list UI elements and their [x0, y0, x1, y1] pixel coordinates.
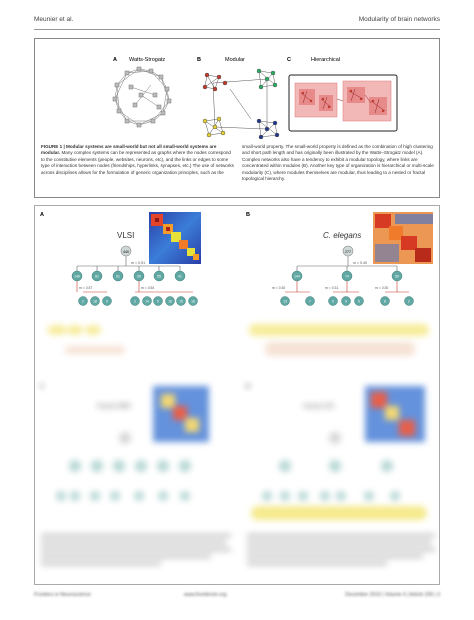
vlsi-matrix [149, 212, 201, 264]
footer-journal: Frontiers in Neuroscience [34, 592, 91, 598]
figure-1-caption-left [41, 144, 236, 176]
vlsi-l1-node: 41 [178, 274, 182, 279]
celegans-l1-node: 144 [294, 274, 300, 279]
vlsi-l1-node: 81 [95, 274, 99, 279]
figure-2 [34, 205, 440, 585]
celegans-m-top: m = 0.40 [353, 261, 368, 265]
vlsi-l2-node: 9 [106, 299, 108, 304]
celegans-l1-node: 74 [345, 274, 349, 279]
vlsi-root-count: 440 [123, 250, 129, 254]
panel-d-letter-fig2: D [246, 384, 250, 390]
celegans-l2-node: 9 [345, 299, 347, 304]
vlsi-m-top: m = 0.51 [131, 261, 146, 265]
hierarchical-graph [289, 75, 397, 131]
cluster-red [203, 73, 227, 91]
figure-2-blurred-region [35, 306, 440, 585]
figure-1-caption-heading: FIGURE 1 | Modular systems are small-world but not all small-world systems are modular. [41, 144, 217, 156]
vlsi-l2-node: 14 [145, 299, 149, 304]
vlsi-l1-node: 61 [116, 274, 120, 279]
vlsi-l1-node: 56 [137, 274, 141, 279]
vlsi-title: VLSI [117, 231, 135, 240]
header-title: Modularity of brain networks [358, 16, 440, 23]
celegans-title: C. elegans [323, 231, 362, 240]
panel-b-title: Modular [225, 57, 245, 63]
vlsi-l1-node: 146 [74, 274, 80, 279]
panel-c-letter: C [287, 57, 291, 63]
celegans-matrix [373, 212, 433, 264]
running-header [34, 16, 440, 30]
cluster-green [257, 69, 277, 89]
celegans-root-count: 277 [345, 250, 351, 254]
figure-1-caption-right: small-world property. The small-world property is defined as the combination of high clustering and short path length and has originally been illustrated by the Watts–Strogatz model (A). Complex networks also have a tendency to exhibit a modular topology, where links are concentrated within modules (B). Another key type of organization is hierarchical or multi-scale modularity (C), where modules themselves are modular, thus leading to a nested or fractal topological hierarchy. [242, 144, 434, 182]
footer-website: www.frontiersin.org [184, 592, 227, 598]
panel-a-letter-fig2: A [40, 212, 44, 218]
panel-c-letter-fig2: C [40, 384, 44, 390]
vlsi-l1-node: 55 [157, 274, 161, 279]
celegans-l2-node: 7 [309, 299, 311, 304]
vlsi-l2-node: 18 [191, 299, 195, 304]
celegans-l2-node: 6 [358, 299, 360, 304]
panel-c-title-fig2: Human fMRI [97, 404, 131, 410]
footer-issue: December 2010 | Volume 4 | Article 200 | 3 [345, 592, 440, 598]
modular-graph [203, 69, 279, 139]
blurred-graphics [35, 306, 440, 585]
cluster-yellow [203, 117, 225, 137]
vlsi-l2-node: 2 [134, 299, 136, 304]
watts-strogatz-graph [113, 67, 171, 127]
figure-1-graphics [35, 39, 441, 141]
header-authors: Meunier et al. [34, 16, 74, 23]
panel-b-letter: B [197, 57, 201, 63]
human-fmri-matrix [153, 386, 209, 442]
celegans-m-2: m = 0.31 [325, 286, 339, 290]
figure-1-caption-body: Many complex systems can be represented as graphs where the nodes correspond to the constitutive elements (people, websites, neurons, etc), and the links or edges to some type of interaction between nodes (friendships, hyperlinks, synapses, etc.) The use of networks across disciplines allows for the formulation of generic organization principles, such as the [41, 150, 234, 175]
celegans-m-3: m = 0.30 [375, 286, 389, 290]
celegans-l2-node: 13 [283, 299, 287, 304]
celegans-l2-node: 8 [384, 299, 386, 304]
figure-1 [34, 38, 440, 198]
page-footer [34, 592, 440, 602]
vlsi-m-right: m = 0.54 [141, 286, 155, 290]
celegans-m-1: m = 0.30 [272, 286, 286, 290]
vlsi-m-left: m = 0.57 [79, 286, 93, 290]
figure-2-top-panels [35, 206, 440, 316]
yellow-node-row [47, 324, 429, 336]
panel-a-letter: A [113, 57, 117, 63]
panel-a-title: Watts-Strogatz [129, 57, 166, 63]
celegans-l2-node: 9 [332, 299, 334, 304]
celegans-l1-node: 59 [395, 274, 399, 279]
human-dsi-matrix [365, 386, 425, 442]
panel-b-letter-fig2: B [246, 212, 250, 218]
panel-d-title-fig2: Human DSI [303, 404, 335, 410]
vlsi-l2-node: 5 [157, 299, 159, 304]
cluster-navy [257, 119, 279, 139]
vlsi-l2-node: 2 [82, 299, 84, 304]
vlsi-l2-node: 16 [168, 299, 172, 304]
panel-c-title: Hierarchical [311, 57, 341, 63]
vlsi-l2-node: 18 [93, 299, 97, 304]
vlsi-l2-node: 15 [179, 299, 183, 304]
celegans-l2-node: 2 [408, 299, 410, 304]
